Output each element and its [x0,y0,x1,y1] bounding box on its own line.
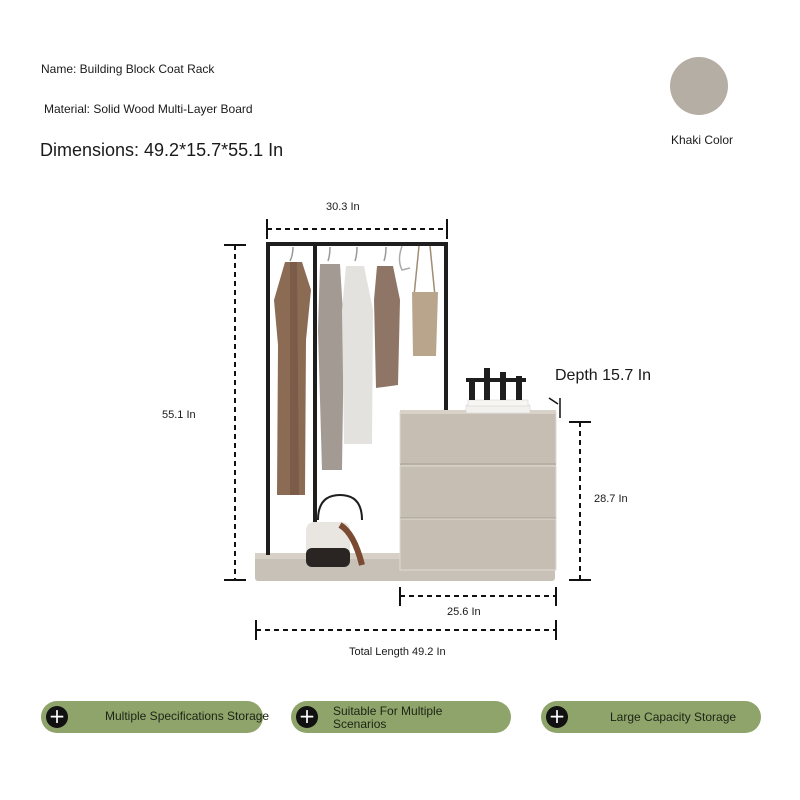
plus-icon: + [546,706,568,728]
color-label: Khaki Color [670,133,734,147]
total-length-label: Total Length 49.2 In [349,646,446,658]
feature-label: Large Capacity Storage [610,710,737,724]
feature-label: Suitable For Multiple Scenarios [333,704,443,731]
feature-label: Multiple Specifications Storage [105,709,270,723]
drawer-cabinet [400,410,556,570]
cabinet-height-label: 28.7 In [594,493,628,505]
rack-width-label: 30.3 In [326,201,360,213]
total-length-dimension-line [256,620,556,640]
plus-icon: + [296,706,318,728]
cabinet-width-label: 25.6 In [447,606,481,618]
height-dimension-line [224,245,246,580]
cabinet-decor [466,368,530,413]
cabinet-height-dimension-line [569,422,591,580]
feature-pill-storage-specs[interactable] [41,701,270,733]
product-name: Name: Building Block Coat Rack [41,62,215,76]
feature-pill-scenarios[interactable] [291,701,511,733]
rack-width-dimension-line [267,219,447,239]
depth-label: Depth 15.7 In [555,367,652,384]
cabinet-width-dimension-line [400,587,556,606]
plus-icon: + [46,706,68,728]
product-material: Material: Solid Wood Multi-Layer Board [44,102,253,116]
product-dimensions: Dimensions: 49.2*15.7*55.1 In [40,140,284,160]
height-label: 55.1 In [162,409,196,421]
feature-pill-capacity[interactable] [541,701,761,733]
